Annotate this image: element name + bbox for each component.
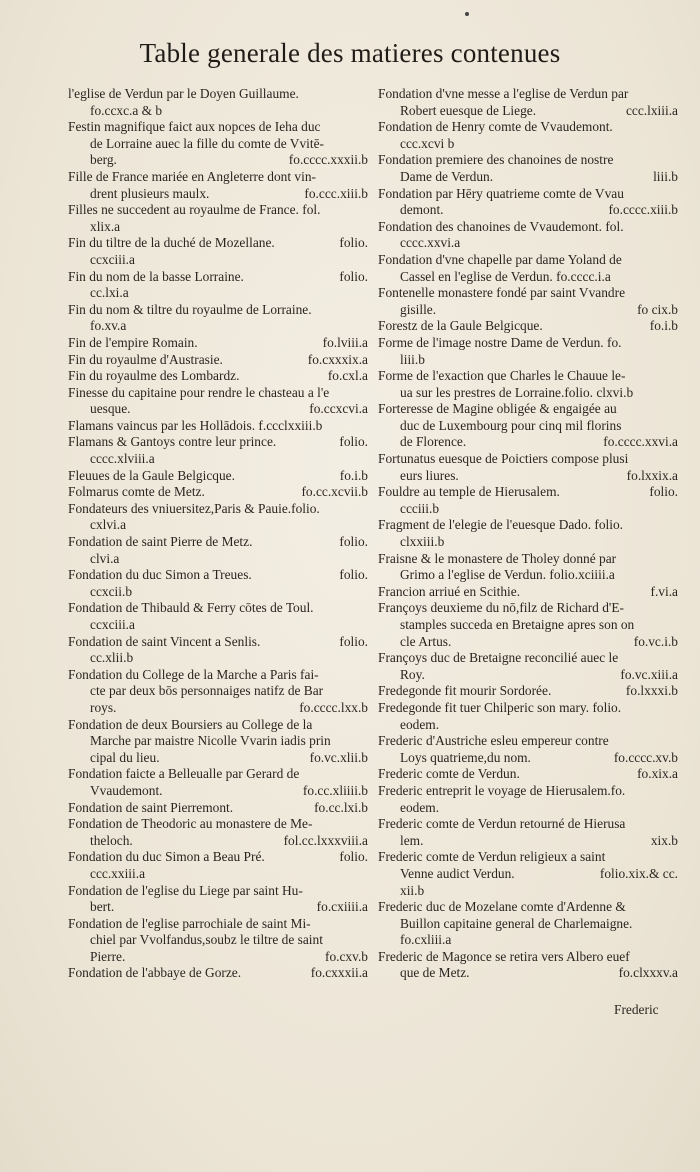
entry-text: gisille. xyxy=(400,301,437,317)
folio-reference: fo.cxl.a xyxy=(327,368,368,384)
entry-text: Fouldre au temple de Hierusalem. xyxy=(378,484,560,500)
index-entry-line xyxy=(68,965,368,982)
index-entry xyxy=(68,434,368,467)
index-entry-line: clxxiii.b xyxy=(400,534,445,550)
folio-reference: fo.cc.xliiii.b xyxy=(302,782,368,798)
index-entry-line xyxy=(68,401,368,418)
index-entry-line xyxy=(68,152,368,169)
index-entry xyxy=(378,899,678,949)
entry-text: cipal du lieu. xyxy=(90,749,160,765)
folio-reference: fo.cccc.xxxii.b xyxy=(288,152,368,168)
index-entry-line: Frederic de Magonce se retira vers Albero euef xyxy=(378,948,630,964)
entry-text: Fin du tiltre de la duché de Mozellane. xyxy=(68,235,275,251)
folio-reference: folio. xyxy=(339,567,368,583)
index-entry-line xyxy=(68,186,368,203)
index-entry xyxy=(378,368,678,401)
index-entry xyxy=(378,219,678,252)
index-entry xyxy=(378,152,678,185)
ink-dot xyxy=(465,12,469,16)
index-entry-line: Marche par maistre Nicolle Vvarin iadis prin xyxy=(90,733,331,749)
index-entry xyxy=(68,119,368,169)
folio-reference: folio. xyxy=(339,268,368,284)
folio-reference: folio.xix.& cc. xyxy=(599,865,678,881)
index-entry-line: ccc.xcvi b xyxy=(400,135,455,151)
folio-reference: fo.ccxcvi.a xyxy=(309,401,368,417)
index-entry-line: Forteresse de Magine obligée & engaigée au xyxy=(378,401,617,417)
index-entry-line: fo.ccxc.a & b xyxy=(90,102,163,118)
index-entry-line xyxy=(68,750,368,767)
index-entry xyxy=(68,385,368,418)
folio-reference: fo.cxiiii.a xyxy=(316,899,368,915)
index-entry-line: fo.cxliii.a xyxy=(400,932,452,948)
index-entry-line xyxy=(68,368,368,385)
entry-text: bert. xyxy=(90,899,115,915)
index-entry xyxy=(378,700,678,733)
index-entry-line xyxy=(378,318,678,335)
index-entry-line: Fortunatus euesque de Poictiers compose plusi xyxy=(378,451,629,467)
index-entry xyxy=(68,335,368,352)
index-entry xyxy=(68,484,368,501)
entry-text: Fondation de saint Pierre de Metz. xyxy=(68,534,253,550)
index-entry xyxy=(68,634,368,667)
folio-reference: fo.cxxxii.a xyxy=(310,965,368,981)
folio-reference: fo.cccc.xv.b xyxy=(613,749,678,765)
index-entry-line: Fraisne & le monastere de Tholey donné par xyxy=(378,550,617,566)
index-entry xyxy=(68,269,368,302)
index-entry-line: duc de Luxembourg pour cinq mil florins xyxy=(400,417,622,433)
entry-text: Forestz de la Gaule Belgicque. xyxy=(378,318,543,334)
index-entry-line: cc.xlii.b xyxy=(90,650,134,666)
index-entry xyxy=(378,683,678,700)
entry-text: que de Metz. xyxy=(400,965,470,981)
index-entry-line: Flamans vaincus par les Hollādois. f.ccclxxiii.b xyxy=(68,417,323,433)
folio-reference: f.vi.a xyxy=(650,583,678,599)
entry-text: Fleuues de la Gaule Belgicque. xyxy=(68,467,235,483)
index-entry xyxy=(68,86,368,119)
index-entry-line xyxy=(378,484,678,501)
index-entry-line: stamples succeda en Bretaigne apres son on xyxy=(400,617,635,632)
index-entry-line xyxy=(378,634,678,651)
index-entry-line: Fin du nom & tiltre du royaulme de Lorraine. xyxy=(68,301,312,317)
index-entry-line xyxy=(68,783,368,800)
folio-reference: fo.cccc.xxvi.a xyxy=(603,434,678,450)
index-entry xyxy=(378,484,678,517)
entry-text: Fondation de l'abbaye de Gorze. xyxy=(68,965,242,981)
entry-text: Vvaudemont. xyxy=(90,782,163,798)
index-entry-line: liii.b xyxy=(400,351,425,367)
index-entry xyxy=(378,584,678,601)
index-entry-line: Fondation par Hēry quatrieme comte de Vvau xyxy=(378,185,624,201)
entry-text: cle Artus. xyxy=(400,633,452,649)
folio-reference: fo.cccc.xiii.b xyxy=(608,202,678,218)
index-entry-line: ccxcii.b xyxy=(90,583,133,599)
index-entry xyxy=(378,451,678,484)
index-entry-line: Frederic entreprit le voyage de Hierusalem.fo. xyxy=(378,782,626,798)
index-entry xyxy=(68,534,368,567)
index-entry-line xyxy=(378,103,678,120)
index-entry-line xyxy=(68,352,368,369)
index-entry-line: Françoys duc de Bretaigne reconcilié auec le xyxy=(378,650,619,666)
index-entry xyxy=(378,600,678,650)
index-entry xyxy=(68,567,368,600)
index-entry-line xyxy=(68,468,368,485)
index-entry xyxy=(378,318,678,335)
index-entry-line: Frederic comte de Verdun retourné de Hierusa xyxy=(378,816,626,832)
index-entry-line: Fondation faicte a Belleualle par Gerard de xyxy=(68,766,300,782)
index-entry xyxy=(378,551,678,584)
index-entry-line: Filles ne succedent au royaulme de France. fol. xyxy=(68,202,321,218)
folio-reference: folio. xyxy=(339,849,368,865)
index-entry-line: Fondation des chanoines de Vvaudemont. fol. xyxy=(378,218,624,234)
index-entry-line: Fondation premiere des chanoines de nostre xyxy=(378,152,614,168)
entry-text: berg. xyxy=(90,152,117,168)
index-entry-line: Françoys deuxieme du nō,filz de Richard d'E- xyxy=(378,600,624,616)
index-entry xyxy=(68,352,368,369)
index-entry-line: Fondation d'vne messe a l'eglise de Verdun par xyxy=(378,86,629,101)
page-title: Table generale des matieres contenues xyxy=(139,38,561,68)
index-entry-line xyxy=(68,899,368,916)
folio-reference: fo.cxxxix.a xyxy=(307,351,368,367)
catchword: Frederic xyxy=(614,1002,659,1017)
index-entry xyxy=(68,800,368,817)
entry-text: Fondation de saint Vincent a Senlis. xyxy=(68,633,261,649)
index-entry-line xyxy=(68,634,368,651)
index-entry xyxy=(68,849,368,882)
index-entry-line: Buillon capitaine general de Charlemaigne. xyxy=(400,915,633,931)
index-entry xyxy=(68,766,368,799)
index-entry-line: xlix.a xyxy=(90,218,121,234)
folio-reference: folio. xyxy=(339,633,368,649)
index-entry xyxy=(378,285,678,318)
index-entry xyxy=(378,849,678,899)
entry-text: lem. xyxy=(400,832,424,848)
index-entry xyxy=(68,368,368,385)
entry-text: Dame de Verdun. xyxy=(400,168,494,184)
index-column-left xyxy=(68,86,368,982)
index-entry-line: Festin magnifique faict aux nopces de Ieha duc xyxy=(68,119,321,135)
index-entry xyxy=(378,86,678,119)
index-entry-line: Fondation de l'eglise parrochiale de saint Mi- xyxy=(68,915,311,931)
index-entry-line xyxy=(68,800,368,817)
index-entry-line: eodem. xyxy=(400,716,440,732)
folio-reference: folio. xyxy=(649,484,678,500)
index-entry-line xyxy=(378,965,678,982)
index-entry-line: Fondation de Theodoric au monastere de Me- xyxy=(68,816,313,832)
index-entry-line: fo.xv.a xyxy=(90,318,127,334)
index-entry xyxy=(68,418,368,435)
folio-reference: fol.cc.lxxxviii.a xyxy=(283,832,368,848)
entry-text: Fin du royaulme des Lombardz. xyxy=(68,368,240,384)
index-entry xyxy=(378,949,678,982)
entry-text: Flamans & Gantoys contre leur prince. xyxy=(68,434,277,450)
index-entry-line: Frederic d'Austriche esleu empereur contre xyxy=(378,733,609,749)
index-entry xyxy=(68,916,368,966)
index-entry-line: chiel par Vvolfandus,soubz le tiltre de saint xyxy=(90,932,323,948)
index-entry-line: Frederic duc de Mozelane comte d'Ardenne & xyxy=(378,899,626,915)
folio-reference: liii.b xyxy=(653,168,678,184)
index-entry xyxy=(378,335,678,368)
index-entry-line: Grimo a l'eglise de Verdun. folio.xciiii.a xyxy=(400,567,615,583)
index-entry-line xyxy=(378,750,678,767)
folio-reference: fo.i.b xyxy=(649,318,678,334)
index-entry-line xyxy=(68,833,368,850)
index-entry-line: eodem. xyxy=(400,799,440,815)
entry-text: Robert euesque de Liege. xyxy=(400,102,537,118)
entry-text: Fin du royaulme d'Austrasie. xyxy=(68,351,223,367)
index-entry-line: de Lorraine auec la fille du comte de Vvitē- xyxy=(90,135,324,151)
entry-text: Pierre. xyxy=(90,948,126,964)
index-entry xyxy=(68,202,368,235)
index-entry xyxy=(378,816,678,849)
index-entry-line: clvi.a xyxy=(90,550,120,566)
folio-reference: fo.lviii.a xyxy=(322,334,368,350)
entry-text: uesque. xyxy=(90,401,131,417)
entry-text: Roy. xyxy=(400,666,425,682)
index-entry xyxy=(378,517,678,550)
index-entry-line: xii.b xyxy=(400,882,425,898)
index-entry-line xyxy=(68,567,368,584)
index-entry-line: cc.lxi.a xyxy=(90,285,129,301)
entry-text: Fondation du duc Simon a Beau Pré. xyxy=(68,849,265,865)
index-entry xyxy=(378,119,678,152)
folio-reference: fo.cccc.lxx.b xyxy=(299,699,368,715)
index-entry-line: Cassel en l'eglise de Verdun. fo.cccc.i.a xyxy=(400,268,611,284)
folio-reference: fo.cc.xcvii.b xyxy=(301,484,368,500)
folio-reference: ccc.lxiii.a xyxy=(625,102,678,118)
entry-text: Fondation de saint Pierremont. xyxy=(68,799,234,815)
folio-reference: fo.i.b xyxy=(339,467,368,483)
index-entry-line: ccxciii.a xyxy=(90,617,135,632)
entry-text: demont. xyxy=(400,202,444,218)
folio-reference: fo.ccc.xiii.b xyxy=(304,185,368,201)
index-entry xyxy=(68,468,368,485)
index-entry-line xyxy=(378,766,678,783)
index-entry-line: Fondateurs des vniuersitez,Paris & Pauie.folio. xyxy=(68,500,320,516)
index-entry-line xyxy=(378,683,678,700)
index-entry-line: ccxciii.a xyxy=(90,251,135,267)
index-entry-line xyxy=(68,235,368,252)
folio-reference: fo.cc.lxi.b xyxy=(314,799,368,815)
folio-reference: fo.lxxix.a xyxy=(626,467,678,483)
folio-reference: fo cix.b xyxy=(637,301,678,317)
index-entry-line: Fredegonde fit tuer Chilperic son mary. folio. xyxy=(378,699,622,715)
index-entry-line: ccc.xxiii.a xyxy=(90,865,146,881)
index-entry xyxy=(68,169,368,202)
index-entry-line: ua sur les prestres de Lorraine.folio. clxvi.b xyxy=(400,384,634,400)
index-entry-line: Fondation de Henry comte de Vvaudemont. xyxy=(378,119,613,135)
index-entry xyxy=(378,401,678,451)
folio-reference: fo.clxxxv.a xyxy=(618,965,678,981)
entry-text: roys. xyxy=(90,699,117,715)
entry-text: Fin de l'empire Romain. xyxy=(68,334,198,350)
index-entry-line: Fondation d'vne chapelle par dame Yoland de xyxy=(378,251,622,267)
index-entry-line: Fontenelle monastere fondé par saint Vvandre xyxy=(378,285,626,301)
index-entry-line xyxy=(68,484,368,501)
entry-text: drent plusieurs maulx. xyxy=(90,185,210,201)
index-entry-line xyxy=(378,202,678,219)
index-entry xyxy=(68,816,368,849)
entry-text: Francion arriué en Scithie. xyxy=(378,583,521,599)
index-entry-line: Fondation de deux Boursiers au College de la xyxy=(68,716,313,732)
index-entry-line: Finesse du capitaine pour rendre le chasteau a l'e xyxy=(68,384,330,400)
index-entry-line: cxlvi.a xyxy=(90,517,127,533)
entry-text: Fredegonde fit mourir Sordorée. xyxy=(378,683,552,699)
entry-text: Venne audict Verdun. xyxy=(400,865,515,881)
index-entry-line xyxy=(378,833,678,850)
index-entry xyxy=(378,783,678,816)
folio-reference: folio. xyxy=(339,235,368,251)
index-entry-line xyxy=(68,700,368,717)
folio-reference: fo.vc.xlii.b xyxy=(309,749,368,765)
index-entry-line: Forme de l'exaction que Charles le Chauue le- xyxy=(378,368,626,384)
folio-reference: fo.xix.a xyxy=(637,766,678,782)
index-entry-line xyxy=(378,584,678,601)
index-entry xyxy=(68,965,368,982)
index-entry-line: Fondation de l'eglise du Liege par saint Hu- xyxy=(68,882,303,898)
index-entry-line xyxy=(68,434,368,451)
index-entry-line: Frederic comte de Verdun religieux a saint xyxy=(378,849,606,865)
folio-reference: fo.lxxxi.b xyxy=(625,683,678,699)
index-entry-line: Forme de l'image nostre Dame de Verdun. fo. xyxy=(378,334,622,350)
entry-text: Loys quatrieme,du nom. xyxy=(400,749,531,765)
index-entry-line: Fragment de l'elegie de l'euesque Dado. folio. xyxy=(378,517,624,533)
index-entry-line: Fondation du College de la Marche a Paris fai- xyxy=(68,666,319,682)
index-entry-line: cccc.xlviii.a xyxy=(90,451,155,467)
index-entry-line: Fondation de Thibauld & Ferry cōtes de Toul. xyxy=(68,600,314,616)
index-entry xyxy=(378,186,678,219)
index-entry-line xyxy=(378,302,678,319)
entry-text: eurs liures. xyxy=(400,467,459,483)
index-entry-line: Fille de France mariée en Angleterre dont vin- xyxy=(68,168,317,184)
index-entry-line xyxy=(68,534,368,551)
index-entry-line: cccc.xxvi.a xyxy=(400,235,461,251)
index-entry xyxy=(68,501,368,534)
entry-text: Fondation du duc Simon a Treues. xyxy=(68,567,252,583)
folio-reference: folio. xyxy=(339,434,368,450)
folio-reference: xix.b xyxy=(650,832,678,848)
entry-text: Fin du nom de la basse Lorraine. xyxy=(68,268,244,284)
index-entry xyxy=(378,733,678,766)
index-entry-line xyxy=(68,269,368,286)
entry-text: de Florence. xyxy=(400,434,467,450)
index-entry-line xyxy=(378,434,678,451)
index-entry-line: l'eglise de Verdun par le Doyen Guillaume. xyxy=(68,86,299,101)
index-entry-line xyxy=(378,468,678,485)
index-entry-line: cte par deux bōs personnaiges natifz de Bar xyxy=(90,683,324,699)
index-entry xyxy=(68,302,368,335)
folio-reference: fo.vc.i.b xyxy=(633,633,678,649)
index-entry xyxy=(68,717,368,767)
index-entry-line xyxy=(378,866,678,883)
index-column-right xyxy=(378,86,678,982)
folio-reference: fo.vc.xiii.a xyxy=(620,666,678,682)
index-entry-line xyxy=(68,949,368,966)
index-entry xyxy=(68,235,368,268)
entry-text: theloch. xyxy=(90,832,133,848)
entry-text: Frederic comte de Verdun. xyxy=(378,766,520,782)
index-entry xyxy=(378,650,678,683)
index-entry-line xyxy=(68,849,368,866)
index-entry-line xyxy=(378,667,678,684)
index-entry-line xyxy=(378,169,678,186)
index-entry xyxy=(68,667,368,717)
index-entry xyxy=(68,600,368,633)
index-entry-line xyxy=(68,335,368,352)
folio-reference: fo.cxv.b xyxy=(324,948,368,964)
folio-reference: folio. xyxy=(339,534,368,550)
index-entry xyxy=(378,252,678,285)
entry-text: Folmarus comte de Metz. xyxy=(68,484,205,500)
index-entry-line: ccciii.b xyxy=(400,500,440,516)
index-entry xyxy=(68,883,368,916)
index-entry xyxy=(378,766,678,783)
